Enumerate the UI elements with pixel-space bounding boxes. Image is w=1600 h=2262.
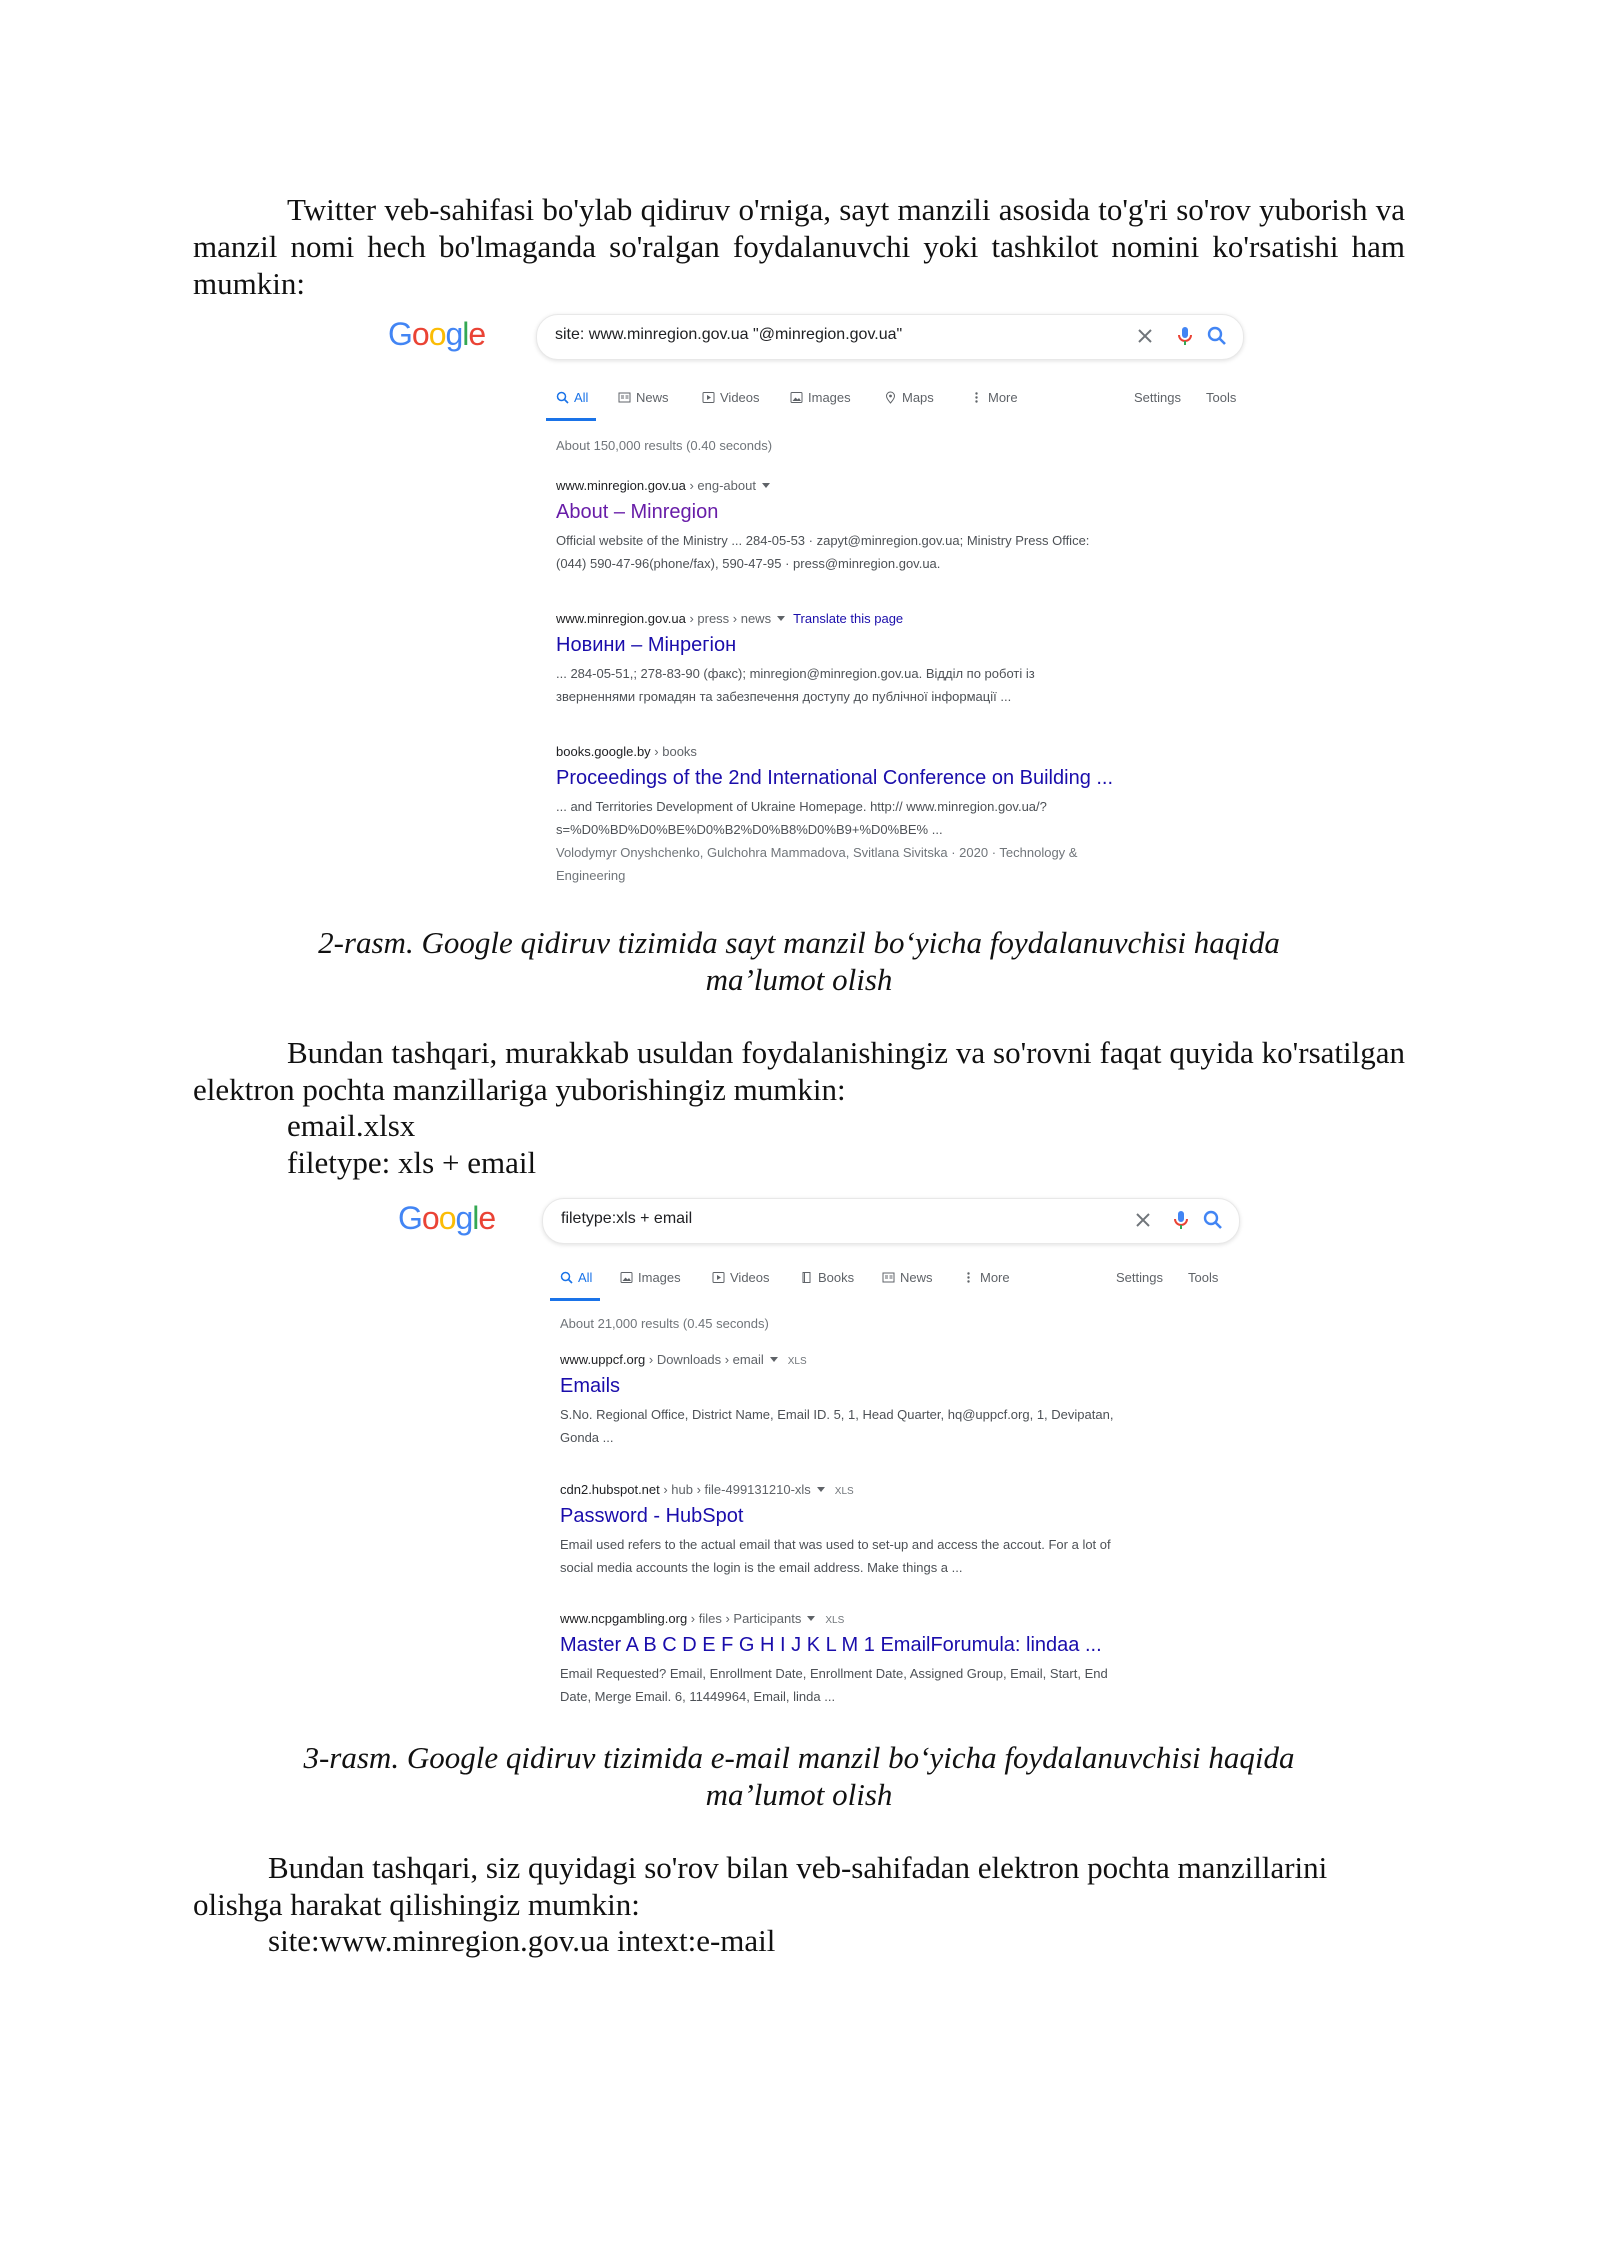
search-icon: [556, 391, 569, 404]
result-stats: About 21,000 results (0.45 seconds): [560, 1316, 769, 1331]
figure-1-screenshot: [380, 308, 1280, 900]
more-vertical-icon: [962, 1271, 975, 1284]
example-line-filetype: filetype: xls + email: [287, 1145, 537, 1180]
result-url[interactable]: www.minregion.gov.ua › eng-about: [556, 478, 1196, 493]
search-result: [556, 744, 1196, 887]
paragraph-2: [193, 1034, 1405, 1108]
result-url[interactable]: www.ncpgambling.org › files › Participants XLS: [560, 1611, 845, 1626]
result-title[interactable]: Новини – Мінрегіон: [556, 634, 737, 656]
dropdown-arrow-icon[interactable]: [807, 1616, 815, 1621]
tab-books[interactable]: Books: [800, 1270, 854, 1285]
tab-maps[interactable]: Maps: [884, 390, 934, 405]
microphone-icon[interactable]: [1173, 324, 1197, 348]
search-box[interactable]: [536, 314, 1244, 360]
video-icon: [712, 1271, 725, 1284]
result-title[interactable]: Password - HubSpot: [560, 1505, 744, 1527]
tools-link[interactable]: Tools: [1188, 1270, 1219, 1285]
result-stats: About 150,000 results (0.40 seconds): [556, 438, 773, 453]
figure-2-screenshot: [390, 1192, 1270, 1712]
image-icon: [790, 391, 803, 404]
result-snippet: Email used refers to the actual email that was used to set-up and access the accout. For a lot of social media accounts the login is the email address. Make things a ...: [560, 1537, 1111, 1575]
dropdown-arrow-icon[interactable]: [762, 483, 770, 488]
tab-news[interactable]: News: [618, 390, 669, 405]
tab-news[interactable]: News: [882, 1270, 933, 1285]
settings-link[interactable]: Settings: [1134, 390, 1181, 405]
clear-icon[interactable]: [1133, 324, 1157, 348]
result-url[interactable]: www.uppcf.org › Downloads › email XLS: [560, 1352, 807, 1367]
search-result: [560, 1352, 1200, 1449]
news-icon: [618, 391, 631, 404]
tab-videos[interactable]: Videos: [702, 390, 760, 405]
result-snippet: Official website of the Ministry ... 284-05-53 · zapyt@minregion.gov.ua; Ministry Press Office: (044) 590-47-96(phone/fax), 590-47-95 · press@minregion.gov.ua.: [556, 533, 1090, 571]
translate-link[interactable]: Translate this page: [793, 611, 904, 626]
search-result: [556, 478, 1196, 575]
result-title[interactable]: About – Minregion: [556, 501, 719, 523]
video-icon: [702, 391, 715, 404]
tools-link[interactable]: Tools: [1206, 390, 1237, 405]
search-result: [560, 1611, 1200, 1708]
result-title[interactable]: Master A B C D E F G H I J K L M 1 EmailForumula: lindaa ...: [560, 1634, 1102, 1656]
paragraph-3-text: Bundan tashqari, siz quyidagi so'rov bilan veb-sahifadan elektron pochta manzillarini olishga harakat qilishingiz mumkin:: [193, 1850, 1328, 1922]
dropdown-arrow-icon[interactable]: [770, 1357, 778, 1362]
paragraph-2-text: Bundan tashqari, murakkab usuldan foydalanishingiz va so'rovni faqat quyida ko'rsatilgan elektron pochta manzillariga yuborishingiz mumkin:: [193, 1035, 1405, 1107]
more-vertical-icon: [970, 391, 983, 404]
active-tab-underline: [546, 418, 596, 421]
tab-videos[interactable]: Videos: [712, 1270, 770, 1285]
result-url[interactable]: books.google.by › books: [556, 744, 697, 759]
tab-all[interactable]: All: [556, 390, 588, 405]
google-logo: Google: [388, 316, 486, 352]
result-url[interactable]: cdn2.hubspot.net › hub › file-499131210-xls XLS: [560, 1482, 854, 1497]
search-tabs: [560, 1270, 1240, 1294]
result-title[interactable]: Emails: [560, 1375, 621, 1397]
search-result: [556, 611, 1196, 708]
google-logo: Google: [398, 1200, 496, 1236]
microphone-icon[interactable]: [1169, 1208, 1193, 1232]
tab-more[interactable]: More: [970, 390, 1018, 405]
search-tabs: [556, 390, 1246, 414]
paragraph-1-text: Twitter veb-sahifasi bo'ylab qidiruv o'rniga, sayt manzili asosida to'g'ri so'rov yuborish va manzil nomi hech bo'lmaganda so'ralgan foydalanuvchi yoki tashkilot nomini ko'rsatishi ham mumkin:: [193, 192, 1405, 301]
result-meta: Volodymyr Onyshchenko, Gulchohra Mammadova, Svitlana Sivitska · 2020 · Technology & Engineering: [556, 845, 1078, 883]
example-line-intext: site:www.minregion.gov.ua intext:e-mail: [268, 1923, 776, 1958]
search-query[interactable]: filetype:xls + email: [561, 1210, 693, 1227]
result-url[interactable]: www.minregion.gov.ua › press › news Translate this page: [556, 611, 904, 626]
book-icon: [800, 1271, 813, 1284]
search-box[interactable]: [542, 1198, 1240, 1244]
tab-all[interactable]: All: [560, 1270, 592, 1285]
search-icon: [560, 1271, 573, 1284]
paragraph-3: [193, 1849, 1361, 1923]
result-snippet: ... and Territories Development of Ukraine Homepage. http:// www.minregion.gov.ua/? s=%D0%BD%D0%BE%D0%B2%D0%B8%D0%B9+%D0%BE% ...: [556, 799, 1047, 837]
result-snippet: S.No. Regional Office, District Name, Email ID. 5, 1, Head Quarter, hq@uppcf.org, 1, Devipatan, Gonda ...: [560, 1407, 1114, 1445]
search-icon[interactable]: [1201, 1208, 1225, 1232]
tab-images[interactable]: Images: [620, 1270, 681, 1285]
paragraph-1: [193, 191, 1405, 302]
dropdown-arrow-icon[interactable]: [817, 1487, 825, 1492]
result-title[interactable]: Proceedings of the 2nd International Conference on Building ...: [556, 767, 1114, 789]
search-query[interactable]: site: www.minregion.gov.ua "@minregion.gov.ua": [555, 326, 903, 343]
tab-images[interactable]: Images: [790, 390, 851, 405]
settings-link[interactable]: Settings: [1116, 1270, 1163, 1285]
clear-icon[interactable]: [1131, 1208, 1155, 1232]
dropdown-arrow-icon[interactable]: [777, 616, 785, 621]
news-icon: [882, 1271, 895, 1284]
tab-more[interactable]: More: [962, 1270, 1010, 1285]
search-icon[interactable]: [1205, 324, 1229, 348]
figure-1-caption: 2-rasm. Google qidiruv tizimida sayt manzil bo‘yicha foydalanuvchisi haqida ma’lumot olish: [318, 925, 1280, 997]
search-result: [560, 1482, 1200, 1579]
image-icon: [620, 1271, 633, 1284]
result-snippet: Email Requested? Email, Enrollment Date, Enrollment Date, Assigned Group, Email, Start, End Date, Merge Email. 6, 11449964, Email, linda ...: [560, 1666, 1108, 1704]
active-tab-underline: [550, 1298, 600, 1301]
figure-2-caption: 3-rasm. Google qidiruv tizimida e-mail manzil bo‘yicha foydalanuvchisi haqida ma’lumot olish: [303, 1740, 1295, 1812]
map-pin-icon: [884, 391, 897, 404]
result-snippet: ... 284-05-51,; 278-83-90 (факс); minregion@minregion.gov.ua. Відділ по роботі із зверненнями громадян та забезпечення доступу до публічної інформації ...: [556, 666, 1035, 704]
example-line-email-xlsx: email.xlsx: [287, 1108, 416, 1143]
